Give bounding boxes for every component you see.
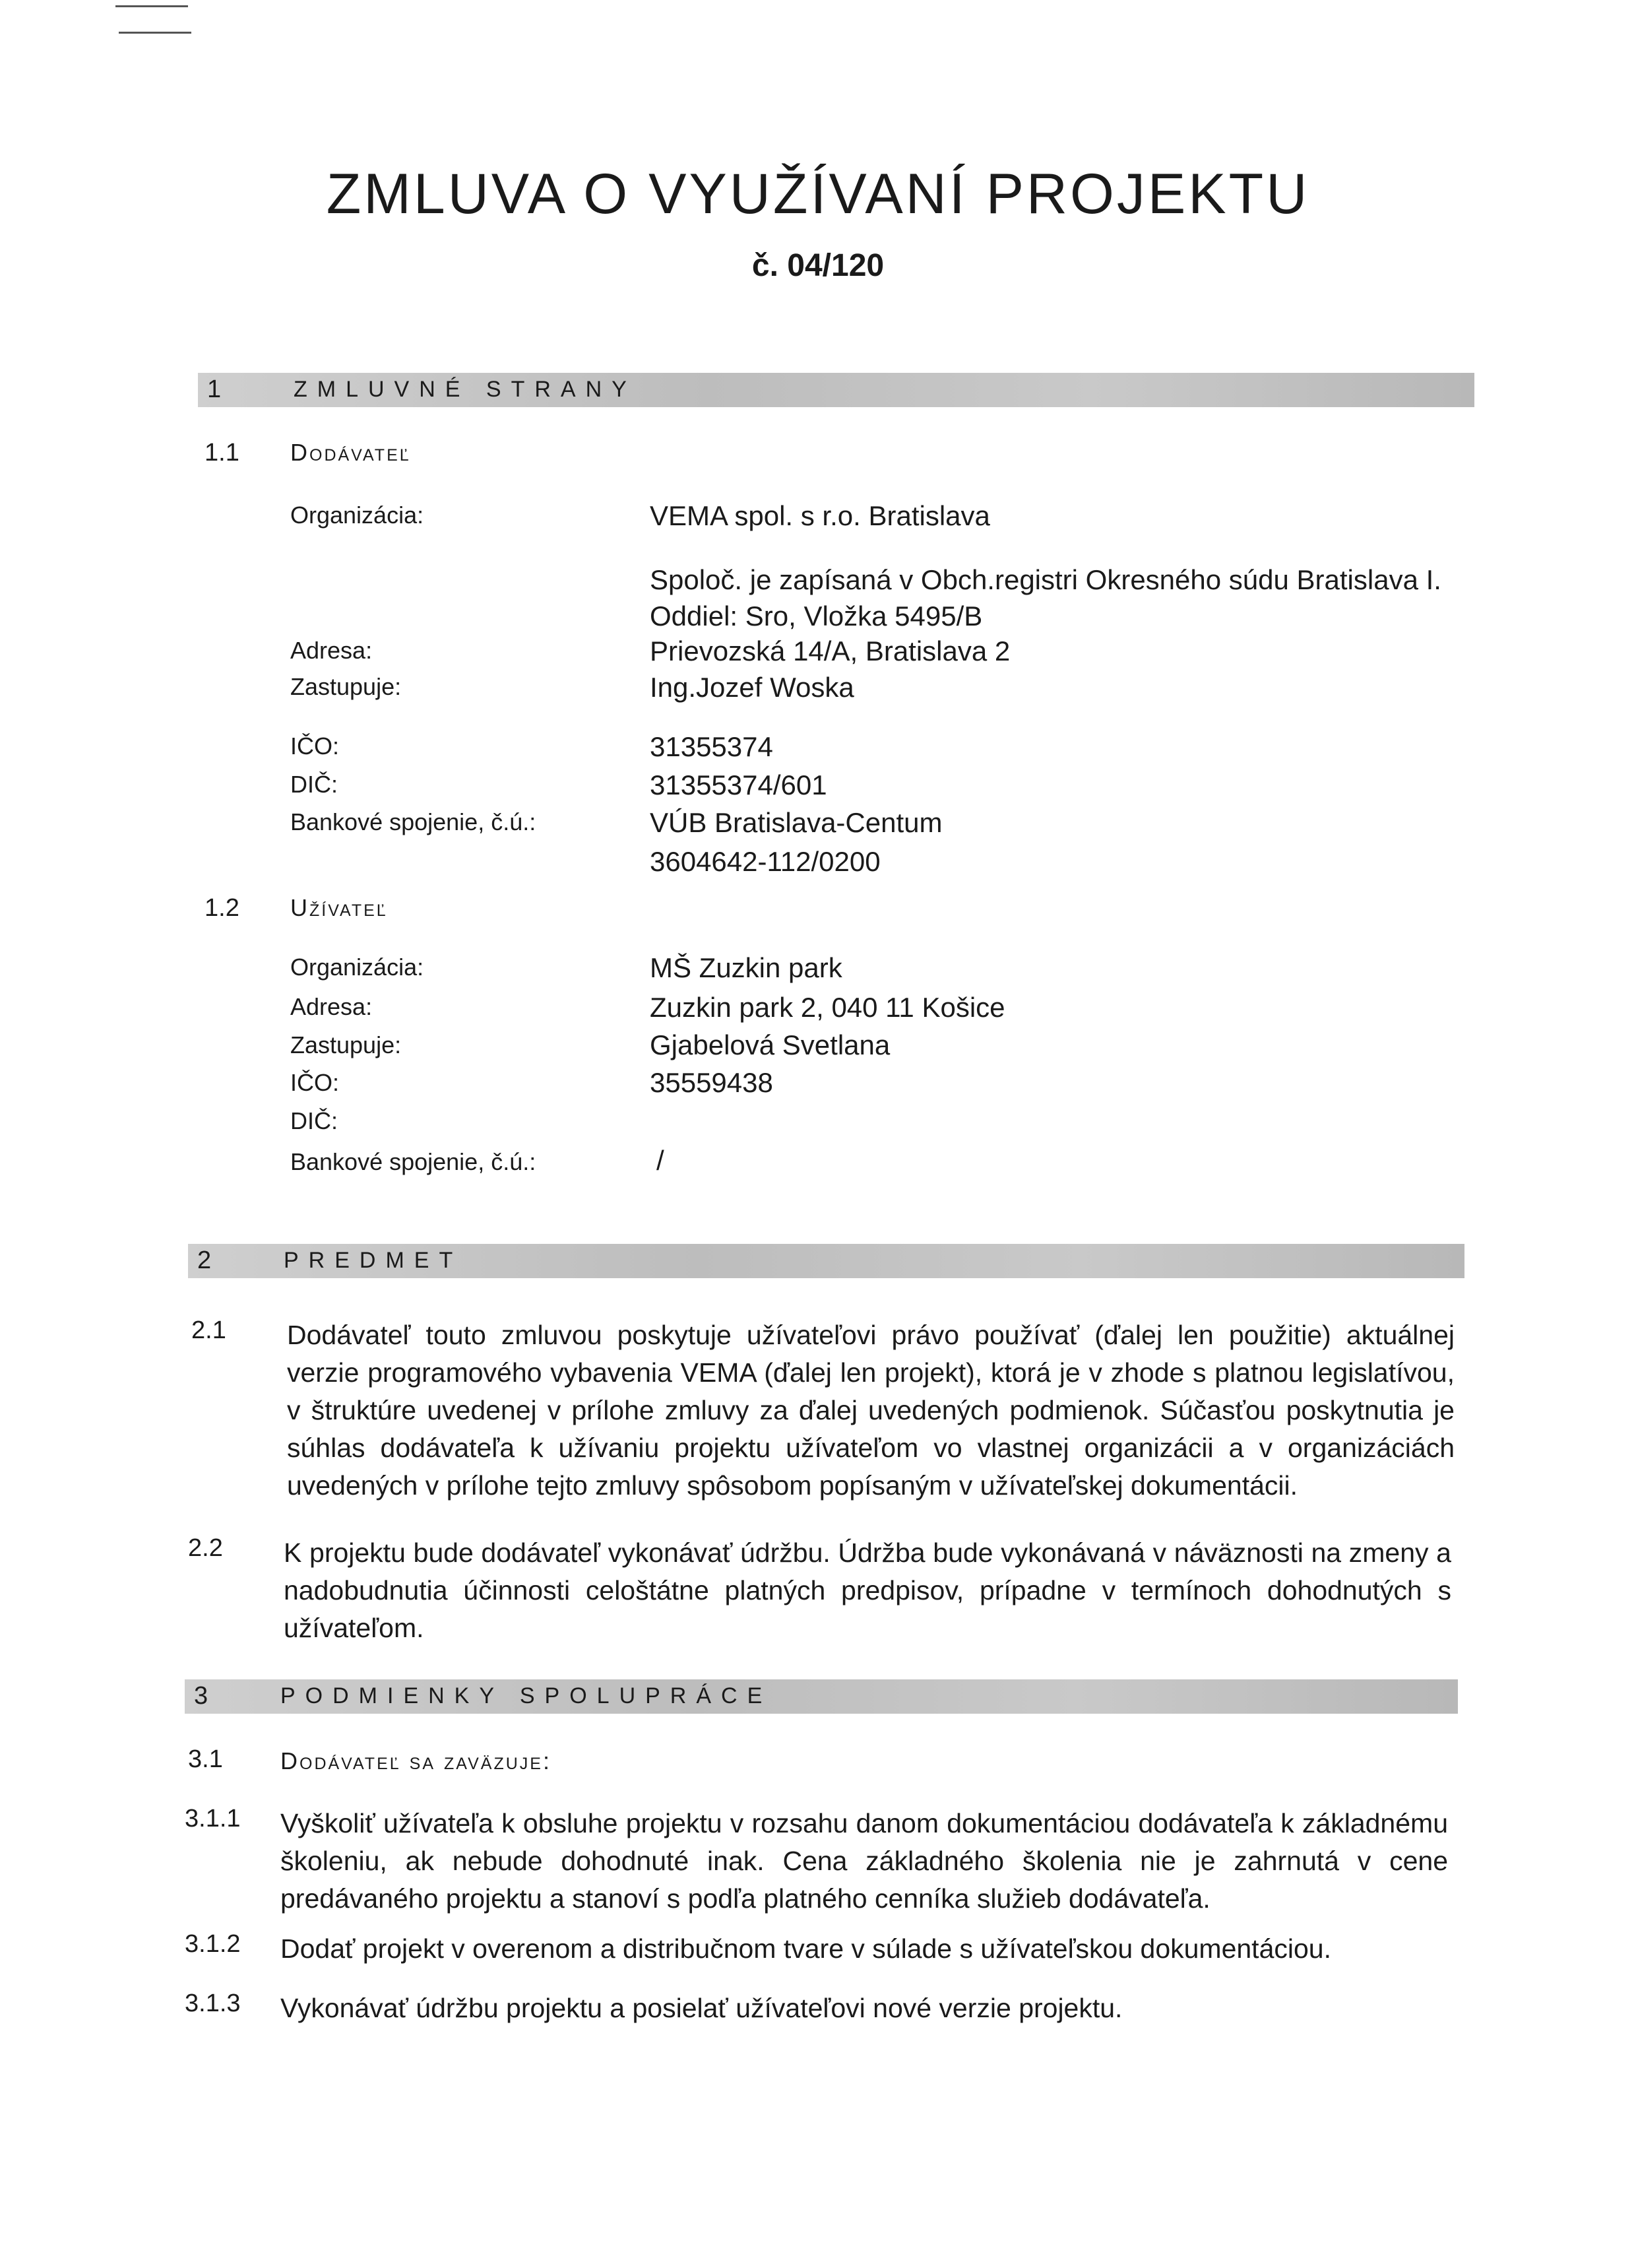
section-bar-1 xyxy=(198,373,1474,407)
supplier-registry: Spoloč. je zapísaná v Obch.registri Okresného súdu Bratislava I. xyxy=(650,564,1441,595)
label-bank: Bankové spojenie, č.ú.: xyxy=(290,1148,536,1175)
label-address: Adresa: xyxy=(290,993,373,1020)
section-title: ZMLUVNÉ STRANY xyxy=(294,377,637,402)
clause-text: Dodať projekt v overenom a distribučnom tvare v súlade s užívateľskou dokumentáciou. xyxy=(280,1933,1331,1964)
label-organization: Organizácia: xyxy=(290,502,424,529)
scan-mark xyxy=(119,32,191,34)
party-heading-user: Užívateľ xyxy=(290,894,388,921)
supplier-address: Prievozská 14/A, Bratislava 2 xyxy=(650,635,1011,666)
clause-number: 3.1.1 xyxy=(185,1805,241,1832)
supplier-organization: VEMA spol. s r.o. Bratislava xyxy=(650,500,990,531)
label-address: Adresa: xyxy=(290,637,373,664)
label-representative: Zastupuje: xyxy=(290,1031,402,1058)
clause-number: 3.1.3 xyxy=(185,1990,241,2017)
clause-number: 2.2 xyxy=(188,1534,223,1562)
clause-number: 2.1 xyxy=(191,1316,226,1344)
user-bank: / xyxy=(656,1145,664,1176)
clause-text: K projektu bude dodávateľ vykonávať údržbu. Údržba bude vykonávaná v náväznosti na zmeny a nadobudnutia účinnosti celoštátne platných predpisov, prípadne v termínoch dohodnutých s užívateľom. xyxy=(284,1538,1451,1643)
clause-text: Vyškoliť užívateľa k obsluhe projektu v rozsahu danom dokumentáciou dodávateľa k základnému školeniu, ak nebude dohodnuté inak. Cena základného školenia nie je zahrnutá v cene predávaného projektu a stanoví s podľa platného cenníka služieb dodávateľa. xyxy=(280,1808,1448,1914)
section-bar-2 xyxy=(188,1244,1464,1278)
section-number: 2 xyxy=(197,1247,212,1274)
label-representative: Zastupuje: xyxy=(290,673,402,700)
label-bank: Bankové spojenie, č.ú.: xyxy=(290,808,536,835)
supplier-registry-section: Oddiel: Sro, Vložka 5495/B xyxy=(650,600,983,632)
document-title: ZMLUVA O VYUŽÍVANÍ PROJEKTU xyxy=(326,162,1310,226)
clause-text: Dodávateľ touto zmluvou poskytuje užívateľovi právo používať (ďalej len použitie) aktuálnej verzie programového vybavenia VEMA (ďalej len projekt), ktorá je v zhode s platnou legislatívou, v štruktúre uvedenej v prílohe zmluvy za ďalej uvedených podmienok. Súčasťou poskytnutia je súhlas dodávateľa k užívaniu projektu užívateľom vo vlastnej organizácii a v organizáciách uvedených v prílohe tejto zmluvy spôsobom popísaným v užívateľskej dokumentácii. xyxy=(287,1320,1455,1501)
user-representative: Gjabelová Svetlana xyxy=(650,1029,891,1060)
label-dic: DIČ: xyxy=(290,771,338,798)
clause-number: 1.1 xyxy=(204,439,239,467)
clause-text: Vykonávať údržbu projektu a posielať užívateľovi nové verzie projektu. xyxy=(280,1993,1123,2023)
supplier-bank-account: 3604642-112/0200 xyxy=(650,846,881,877)
supplier-bank-name: VÚB Bratislava-Centum xyxy=(650,807,943,838)
supplier-dic: 31355374/601 xyxy=(650,769,827,800)
user-ico: 35559438 xyxy=(650,1067,773,1098)
contract-number: č. 04/120 xyxy=(751,248,885,283)
user-address: Zuzkin park 2, 040 11 Košice xyxy=(650,992,1005,1023)
label-ico: IČO: xyxy=(290,1069,340,1096)
section-title: PREDMET xyxy=(284,1248,463,1273)
label-dic: DIČ: xyxy=(290,1107,338,1134)
label-ico: IČO: xyxy=(290,732,340,760)
clause-number: 3.1.2 xyxy=(185,1930,241,1958)
clause-number: 3.1 xyxy=(188,1745,223,1773)
supplier-representative: Ing.Jozef Woska xyxy=(650,672,854,703)
obligations-heading: Dodávateľ sa zaväzuje: xyxy=(280,1747,551,1774)
section-title: PODMIENKY SPOLUPRÁCE xyxy=(280,1683,772,1708)
user-organization: MŠ Zuzkin park xyxy=(650,952,842,983)
label-organization: Organizácia: xyxy=(290,954,424,981)
supplier-ico: 31355374 xyxy=(650,731,773,762)
section-bar-3 xyxy=(185,1679,1458,1714)
party-heading-supplier: Dodávateľ xyxy=(290,439,411,466)
clause-number: 1.2 xyxy=(204,894,239,922)
section-number: 3 xyxy=(194,1682,208,1710)
scan-mark xyxy=(115,5,188,7)
section-number: 1 xyxy=(207,375,222,403)
